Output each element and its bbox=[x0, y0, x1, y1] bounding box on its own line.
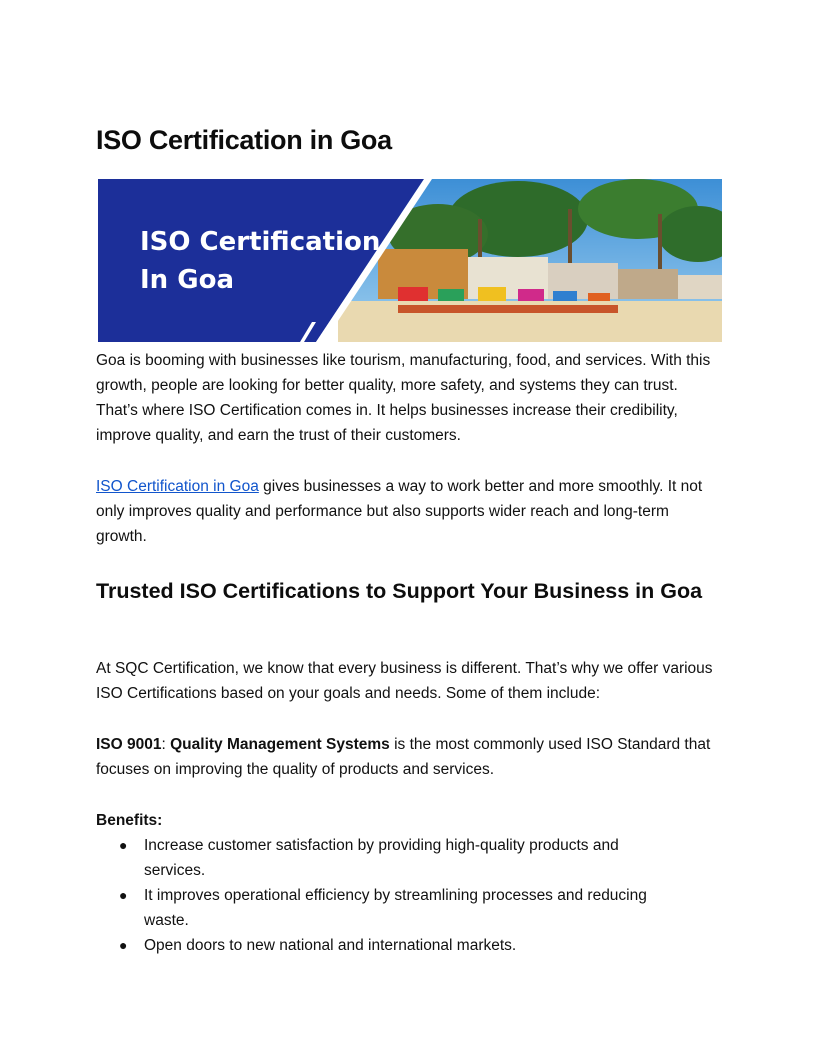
benefit-text: Increase customer satisfaction by providing high-quality products and services. bbox=[144, 837, 619, 879]
benefits-list bbox=[96, 833, 722, 958]
banner-line-1: ISO Certification bbox=[140, 227, 381, 257]
benefit-text: Open doors to new national and international markets. bbox=[144, 937, 517, 954]
iso9001-code: ISO 9001 bbox=[96, 736, 162, 753]
benefit-text: It improves operational efficiency by streamlining processes and reducing waste. bbox=[144, 887, 647, 929]
banner-image bbox=[98, 179, 722, 342]
page-title: ISO Certification in Goa bbox=[96, 125, 392, 155]
list-item bbox=[96, 933, 674, 958]
iso9001-description: is the most commonly used ISO Standard that focuses on improving the quality of products and services. bbox=[96, 736, 711, 778]
banner-heading bbox=[140, 223, 380, 299]
second-paragraph bbox=[96, 474, 722, 549]
benefits-label: Benefits: bbox=[96, 812, 163, 829]
list-item bbox=[96, 883, 674, 933]
bullet-icon: ● bbox=[119, 887, 128, 903]
intro-paragraph: Goa is booming with businesses like tourism, manufacturing, food, and services. With this growth, people are looking for better quality, more safety, and systems they can trust. That’s where ISO Certification comes in. It helps businesses increase their credibility, improve quality, and earn the trust of their customers. bbox=[96, 352, 711, 444]
section-heading: Trusted ISO Certifications to Support Your Business in Goa bbox=[96, 579, 703, 603]
list-item bbox=[96, 833, 674, 883]
iso9001-name: Quality Management Systems bbox=[170, 736, 390, 753]
banner-line-2: In Goa bbox=[140, 265, 234, 295]
bullet-icon: ● bbox=[119, 837, 128, 853]
bullet-icon: ● bbox=[119, 937, 128, 953]
second-paragraph-text: gives businesses a way to work better and more smoothly. It not only improves quality and performance but also supports wider reach and long-term growth. bbox=[96, 478, 703, 545]
section-intro: At SQC Certification, we know that every business is different. That’s why we offer various ISO Certifications based on your goals and needs. Some of them include: bbox=[96, 660, 713, 702]
iso9001-separator: : bbox=[161, 736, 171, 753]
iso-goa-link[interactable]: ISO Certification in Goa bbox=[96, 478, 259, 495]
iso9001-paragraph bbox=[96, 732, 722, 782]
